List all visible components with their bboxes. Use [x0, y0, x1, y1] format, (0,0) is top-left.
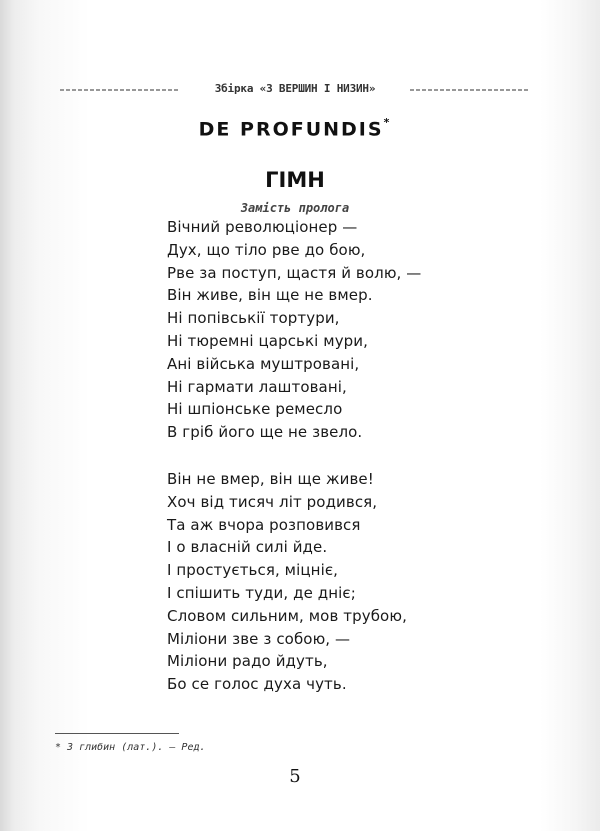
verse-line: Ні тюремні царські мури, — [167, 331, 369, 350]
verse-line: І спішить туди, де дніє; — [167, 583, 356, 602]
verse-line: Ні гармати лаштовані, — [167, 377, 347, 396]
verse-line: Хоч від тисяч літ родився, — [167, 492, 378, 511]
stanza-1 — [167, 216, 421, 444]
ornament-rule-right — [410, 88, 530, 92]
ornament-rule-left — [60, 88, 180, 92]
section-title-text: DE PROFUNDIS — [198, 118, 384, 141]
verse-line: Ані війська муштровані, — [167, 354, 360, 373]
verse-line: Бо се голос духа чуть. — [167, 675, 347, 694]
collection-title: Збірка «З ВЕРШИН І НИЗИН» — [214, 82, 376, 95]
footnote-divider — [55, 733, 179, 734]
verse-line: Та аж вчора розповився — [167, 515, 361, 534]
section-title — [60, 118, 530, 140]
footnote: * З глибин (лат.). — Ред. — [55, 742, 206, 753]
page-number: 5 — [289, 766, 301, 787]
verse-line: Ні попівськії тортури, — [167, 309, 340, 328]
verse-line: В гріб його ще не звело. — [167, 423, 363, 442]
poem-subtitle: Замість пролога — [240, 201, 350, 215]
poem-title: ГІМН — [265, 168, 325, 192]
verse-line: Словом сильним, мов трубою, — [167, 606, 407, 625]
verse-line: І простується, міцніє, — [167, 561, 339, 580]
footnote-mark: * — [383, 116, 392, 129]
verse-line: Ні шпіонське ремесло — [167, 400, 343, 419]
verse-line: Рве за поступ, щастя й волю, — — [167, 263, 422, 282]
verse-line: Він живе, він ще не вмер. — [167, 286, 373, 305]
verse-line: Він не вмер, він ще живе! — [167, 470, 374, 488]
verse-line: Вічний революціонер — — [167, 218, 358, 236]
stanza-2 — [167, 468, 407, 696]
verse-line: Дух, що тіло рве до бою, — [167, 240, 366, 259]
verse-line: Міліони радо йдуть, — [167, 652, 328, 671]
verse-line: Міліони зве з собою, — — [167, 629, 351, 648]
verse-line: І о власній силі йде. — [167, 538, 328, 557]
running-header — [60, 80, 530, 98]
